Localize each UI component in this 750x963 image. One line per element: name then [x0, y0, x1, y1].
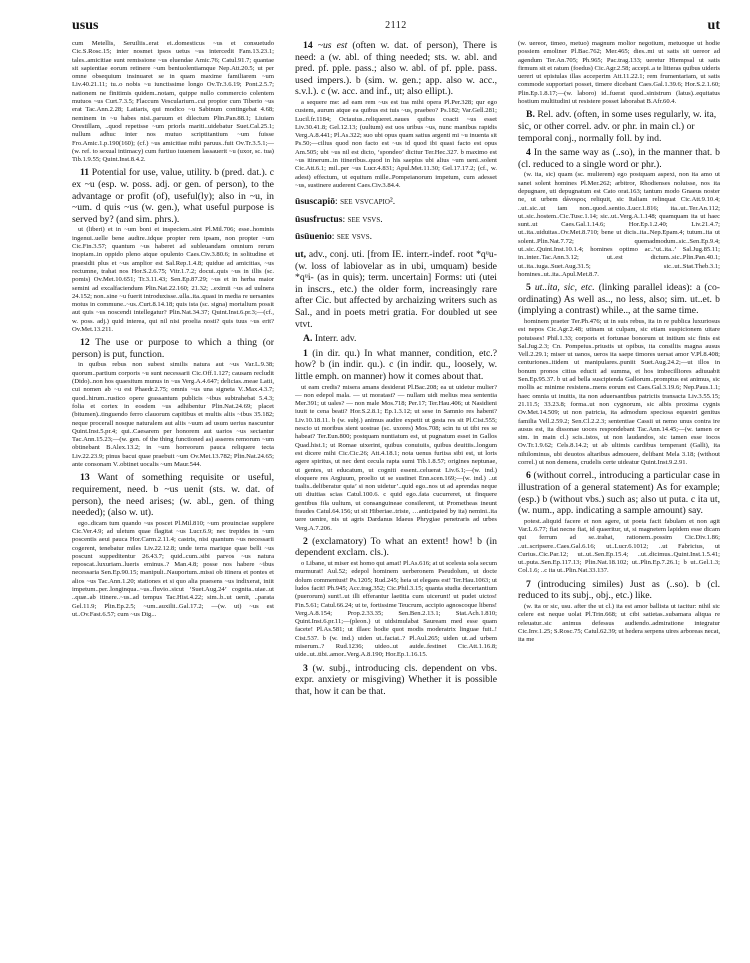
sense-number: 13 — [80, 472, 90, 484]
sense-number: 7 — [526, 578, 531, 590]
citation-block: (w. uereor, timeo, metuo) magnum molior negotium, metuoque ut hodie possiem emoliner Pl.Bac.762; Mer.465; dies..mi ut satis sit uereor ad agendum Ter.An.705; Ph.965; Pac.trag.133; ueretur Hiempsal ut satis firmum sit et ratum (foedus) Cic.Agr.2.58; accepi..a te litteras quibus uideris uereri ut epistulas illas acceperim Att.11.22.1; rem frumentariam, ut satis commode supportari posset, timere dicebant Caes.Gal.1.39.6; Hor.S.2.1.60; Plin.Ep.1.8.17;—(w. laboro) id..fuerat quod..sinistrum (latus)..equitatus hostium multitudini ut resistere posset laborabat B.Afr.60.4. — [518, 40, 720, 106]
cross-reference[interactable]: : see vsvcapio². — [335, 196, 396, 208]
sense-14 — [295, 40, 497, 98]
sense-definition: (without correl., introducing a particular case in illustration of a general statement) As for example; (esp.) b (without vbs.) such as; also ut puta. c ita ut, (w. num., app. indicating a sample amount) say. — [518, 470, 720, 517]
sense-number: 12 — [80, 337, 90, 349]
column-3 — [518, 40, 720, 955]
sense-number: 6 — [526, 470, 531, 482]
sense-7 — [518, 579, 720, 602]
running-head — [72, 18, 720, 34]
sense-3 — [295, 663, 497, 698]
sense-number: 11 — [80, 167, 90, 179]
headword: ūsuscapiō — [295, 196, 335, 208]
citation-block: cum Metellis, Seruiliis..erat ei..domesticus ~us et consuetudo Cic.S.Rosc.15; inter nosmet ipsos uetus ~us intercedit Fam.13.23.1; tales..amicitiae sunt remissione ~us eluendae Amic.76; Catul.91.7; quantae sit sapientiae eorum retinere ~um beniuolentiamque Nep.Att.20.5; ut per omne obsequium insinuaret se in quam maxime familiarem ~um Liv.40.21.11; tu..o nobis ~u iunctissime longo Ov.Tr.3.6.19; Pont.2.5.7; nationem ne finitimis quidem..notam, quippe nullo commercio colentem mutuos ~us Curt.7.3.5; Flaccum Vesculariurn..cui propior cum Tiberio ~us erat Tac.Ann.2.28; Latiaris, qui modico ~u Sabinum contingebat 4.68; neminem in ~u habes nisi..paruum et dilectum Plin.Pan.88.1; Liuiam Orestillam, ..quod repetisse ~um priorls mariti..uidebatur Suet.Cal.25.1; nullum adhuc inter nos mutuo scriptitantium ~um fuisse Fro.Amic.1.p.190(160); (cf.) ~us amicitiae mihi paruus..fuit Ov.Tr.3.5.1;—(w. ref. to sexual intimacy) cum furtiuo iuuenem lassauerit ~u (uxor, sc. tua) Tib.1.9.55; Quint.Inst.8.4.2. — [72, 40, 274, 164]
column-1 — [72, 40, 274, 955]
sense-definition: (in dir. qu.) In what manner, condition, etc.? how? b (in indir. qu.). c (in indir. qu., loosely, w. little emph. on manner) how it comes about that. — [295, 347, 497, 382]
citation-block: in quibus rebus non subest similis natura aut ~us Var.L.9.38; quorum..partium corporis ~u sunt necessarii Cic.Off.1.127; causam recludit (Dido)..non hos quaesitum munus in ~us Verg.A.4.647; delicias..meae Latii, cui nomen ab ~u est Phaedr.2.75; omnis ~us una signeta V..Max.4.3.7; quod..hirum..rustico opere grassantum publicis ~ibus subtrahebat 5.4.3; folia et cortex in eosdem ~us adhibentur Plin.Nat.24.69; placet (bitumen)..tinguendo ferro clauorum capitibus et multis aliis ~ibus 35.182; neque procerall nosque naturalem aut aliis ~uum ad usum uerius nascuntur Quint.Inst.5.pr.4; qui..Caesarem per honorem aut uarios ~us sectantur Tac.Ann.15.23;—(w. gen. of the thing functioned as) asseres remorum ~um obtinebant B.Alex.13.2; in ~um horreorum pauca reliquere tecta Liv.22.23.9; pinus bacui quae praebuit ~um Ov.Met.13.782; Plin.Nat.24.65; ante consonam V..obtinet uocalis ~um Maur.544. — [72, 361, 274, 469]
sense-6 — [518, 470, 720, 516]
section-label: B. — [526, 109, 535, 121]
page-columns — [72, 40, 720, 955]
entry-etymology: adv., conj. uti. [from IE. interr.-indef. root *qᵘu- (w. loss of labiovelar as in ubi, umquam) beside *qᵘi- (as in quis); term. uncertain] Forms: uti (utei in inscrs., etc.) the older form, increasingly rare after Cic. but affected by archaizing writers such as Sal., and in poets metri gratia. For doubled ut see vtvt. — [295, 249, 497, 330]
sense-definition: Potential for use, value, utility. b (pred. dat.). c ex ~u (esp. w. poss. adj. or gen. of person), to the advantage or profit (of), useful(ly); also in ~u, in ~um. d quis ~us (w. gen.), what useful purpose is served by? (and sim. phrs.). — [72, 167, 274, 225]
sense-2 — [295, 536, 497, 559]
cross-reference[interactable]: : see vsvs. — [331, 231, 372, 243]
sense-number: 14 — [303, 40, 313, 51]
sense-number: 5 — [526, 282, 531, 294]
sense-definition: (introducing similes) Just as (..so). b (cl. reduced to its subj., obj., etc.) like. — [518, 578, 720, 602]
sense-lead-phrase: ut..ita, sic, etc. — [534, 282, 595, 294]
sense-definition: (w. subj., introducing cls. dependent on vbs. expr. anxiety or misgiving) Whether it is possible that, how it can be that. — [295, 662, 497, 697]
section-title: Interr. adv. — [314, 333, 357, 345]
running-head-left: usus — [72, 18, 99, 33]
section-a — [295, 333, 497, 345]
sense-13 — [72, 472, 274, 518]
page-number: 2112 — [385, 20, 407, 31]
entry-ut — [295, 249, 497, 330]
sense-12 — [72, 337, 274, 360]
lemma-usuenio — [295, 231, 497, 243]
citation-block: hominem praeter Ter.Ph.476; ut in suis rebus, ita in re publica luxuriosus est nepos Cic.Agr.2.48; utinam ut culpam, sic etiam suspicionem uitare potuisses! Phil.1.33; corporis et fortunae bonorum ut initium sic finis est Sal.Jug.2.3; Cn. Pompeius..priustis ut opibus, ita consiliis magna ausus Vell.2.29.1; miser ut uanos, ueros ita saepe timores uersat amor V.Pl.8.408; centuriones..itidem ut manipulares..puniit Suet.Aug.24.2;—ut illos in bonum pronos citius educit ad summa, et hos imbecilliores adiuuabit Sen.Ep.95.37. b ut ad bella suscipienda Gallorum..promptus est animus, sic mollis ac minime resistens..mens eorum est Caes.Gal.3.19.6; Nep.Paus.1.1; haec omnia ut inuitis, ita non aduersantibus patriciis transacta Liv.3.55.15; 21.11.5; 33.23.8; forma..ut non cygnorum, sic albis proxima cygnis Ov.Met.14.509; ut non patricia, ita admodum speciosa equestri genitus familia Vell.2.59.2; Sen.Cl.2.2.3; sententiae Cassii ut nemo unus contra ire ausus est, ita dissonae uoces respondebant Tac.Ann.14.45;—(w. tamen or sim. in main cl.) scis..istos, ut non laudandos, sic tamen esse iocos Ov.Tr.1.9.62; Cels.8.14.2; ut ab ultimis cardibus temperant (Galli), ita nihilominus, ubi deuotos altaribus admouere, delibant Mela 3.18; (without correl.) ut non demens, crudelis certe uideatur Quint.Inst.9.2.91. — [518, 317, 720, 467]
sense-definition: (linking parallel ideas): a (co-ordinating) As well as.., no less, also; sim. ut..et. b (implying a contrast) while.., at the same time. — [518, 282, 720, 317]
citation-block: potest..aliquid facere et non agere, ut poeta facit fabulam et non agit Var.L.6.77; fiat necne fiat, id quaeritur, ut, si magnetem lapidem esse dicam qui ferrum ad se..trahat, rationem..possim Cic.Div.1.86; ..ut..scripsere..Caes.Gal.6.16; ut..Lucr.6.1012; ..ut Fabricius, ut Curius..Cic.Par.12; ut..ut..Sen.Ep.15.4; ..ut..dicimus..Quint.Inst.1.5.41; ut..puta..Sen.Ep.117.13; Plin.Nat.18.102; ut..Plin.Ep.7.26.1; b ut..Gel.1.3; Col.1.6; ..c ita ut..Plin.Nat.33.137. — [518, 517, 720, 575]
cross-reference[interactable]: : see vsvs. — [342, 213, 383, 225]
sense-number: 3 — [303, 662, 308, 674]
sense-1 — [295, 348, 497, 383]
sense-definition: Want of something requisite or useful, requirement, need. b ~us uenit (sts. w. dat. of person), the need arises; (w. abl., gen. of thing needed); (also w. ut). — [72, 472, 274, 519]
sense-definition: The use or purpose to which a thing (or person) is put, function. — [72, 337, 274, 360]
sense-number: 1 — [303, 347, 308, 359]
citation-block: (w. ita, sic) quam (sc. mulierem) ego postquam aspexi, non ita amo ut sanei solent homines Pl.Mer.262; arbitror, Rhodienses noluisse, nos ita depugnare, uti depugnatum est Cato orat.163; tantum modo Gnaeus noster ne, ut urbem dáνοιρος reliquit, sic Italiam relinquat Cic.Att.9.10.4; ..ut..sic..ut iam non..quod..sentio..Lucr.1.816; ita..ut..Ter.An.112; ut..sic..hostem..Cic.Tusc.1.14; sic..ut..Verg.A.1.148; quamquam ita ut haec sunt..ut Caes.Gal.1.14.6; Hor.Ep.1.2.40; Liv.21.4.7; ut..ita..uiduitas..Ov.Met.8.710; bene ut dicis..ita..Nep.Epam.4; tutum..ita ut solent..Plin.Nat.7.72; quemadmodum..sic..Sen.Ep.9.4; ut..sic..Quint.Inst.10.1.4; homines optimo ac..‘ut..ita..’ Sal.Jug.85.11; in..inter..Tac.Ann.3.12; ut..est dictum..sic..Plin.Pan.40.1; ut..ita..iuga..Suet.Aug.31.5; sic..ut..Stat.Theb.3.1; homines..ut..ita..Apul.Met.8.7. — [518, 171, 720, 278]
running-head-right: ut — [707, 18, 720, 33]
section-title: Rel. adv. (often, in some uses regularly, w. ita, sic, or other correl. adv. or phr. in main cl.) or temporal conj., normally foll. by ind. — [518, 109, 717, 144]
citation-block: (w. ita or sic, usu. after the ut cl.) ita est amor ballista ut iacitur: nihil sic celere est neque uolat Pl.Trin.668; ut cibi satietas..subamara aliqua re releuatur..sic animus defessus audiendo..admiratione integratur Cic.Inv.1.25; S.Rosc.75; Catul.62.39; ut hedera serpens uires arboreas necat, ita me — [518, 602, 720, 644]
lemma-ususfructus — [295, 214, 497, 226]
sense-number: 4 — [526, 147, 531, 159]
sense-definition: In the same way as (..so), in the manner that. b (cl. reduced to a single word or phr.). — [518, 147, 720, 170]
citation-block: ut (liberi) et in ~um boni et inspeciem..sint Pl.Mil.706; esse..hominis ingenui..uelle bene audire..idque propter rem ipsam, non propter ~um Cic.Fin.3.57; quantum ~us haberet ad subleuandam omnium rerum inopiam..in oppido pleno atque opulento Caes.Civ.3.80.6; in solitudine et praesidii plus et ~us amplior est Sal.Rep.1.4.8; quidue ad amicitias, ~us rectumne, trahat nos Hor.S.2.6.75; Vitr.1.7.2; docui..quis ~us in illis (sc. pomis) Ov.Met.10.651; Tr.3.11.43; Sen.Ep.87.29; ~us et in herba maior semini ad excalfaciendum Plin.Nat.22.160; 21.32; ..eximii ~us ad uulnera 24.152; non..sine ~u fuerit introduxisse..ulla..ita..quasi in media re uersantes motus in commune..~us..Curt.8.14.18; quis ista (sc. signa) mortalium possit aut quis ~us noscendi intellegatur? Plin.Nat.34.37; Quint.Inst.6.pr.3;—(cf., w. poss. adj.) quid interea, qui nil nisi proelia nosti? quis tuus ~us erit? Ov.Met.13.211. — [72, 226, 274, 333]
citation-block: a sequere me: ad eam rem ~us est tua mihi opera Pl.Per.328; qur ego custem, aurum atque ea quibus est tuis ~us, praebeo? Ps.182; Var.Gell.281; Lucil.fr.1184; Octauius..reliqueret..naues quibus coacti ~us esset Liv.30.41.8; Gel.12.13; (uultum) est uos uribus ~us, nunc manibus rapidis Verg.A.8.441; Pl.As.322; suo ubi opus quam satius argenti mi ~u inuenta sit Ps.50;—cilius quod non facto est ~us id quod ibi quasi facto est opus Am.505; ubi ~us nil est dicto, ‘spondeo’ dicitur Ter.Hec.327. b maximo est ~us itinerum..in itineribus..quod in his saepius ubi alius ~um ueni..solent Cic.Att.6.1; mil..per ~us Lucr.4.831; Apul.Met.11.30; Gel.17.17.2; (cf., w. adest) effectum, ut equitum mille..Pompeianorum impetum, cum adesset ~us, sustinere auderent Caes.Civ.3.84.4. — [295, 98, 497, 189]
citation-block: o Libane, ut miser est homo qui amat! Pl.As.616; at ut scelesta sola secum murmurat! Aul.52; edepol hominem uerberonem Pseudolum, ut docte dolum commentust! Ps.1205; Rud.245; heia ut elegans est! Ter.Hau.1063; ut ludos facit! Ph.945; Acc.trag.352; Cic.Phil.3.15; quanta studia decertantium (puerorum) sunt!..ut illi efferantur laetitia cum uicerunt! ut pudet uictos! Fin.5.61; Catul.66.24; ut te, fortissime Teucrum, accipio agnoscoque libens! Verg.A.8.154; Prop.2.33.35; Sen.Ben.2.13.1; Stat.Ach.1.810; Quint.Inst.6.pr.11;—(pleon.) ut uidsimulabat Sauream med esse quam facete! Pl.As.581; ut illaec hodie quot modis moderatrix linguae fuit..! Cist.537. b (w. ind.) uiden ut..faciat..? Pl.Aul.265; uiden ut..ad urbem miserum..? Rud.1236; uideo..ut auide..festinet Cic.Att.1.16.8; uide..ut..tibi..amor..Verg.A.8.190; Hor.Ep.1.16.15. — [295, 560, 497, 659]
lemma-usucapio — [295, 196, 497, 208]
sense-4 — [518, 147, 720, 170]
sense-number: 2 — [303, 535, 308, 547]
section-label: A. — [303, 333, 313, 345]
sense-11 — [72, 167, 274, 225]
sense-5 — [518, 282, 720, 317]
sense-definition: (exclamatory) To what an extent! how! b (in dependent exclam. cls.). — [295, 535, 497, 559]
sense-lead-phrase: ~us est — [317, 40, 348, 51]
citation-block: ut eam credis? misera amans desiderat Pl.Bac.208; ea ut uidetur mulier? — non edepol mala. — ut moratast? — nullam uidi melius mea sententia Mer.391; ut uales? — non male Mos.718; Per.17; Ter.Hau.406; ut Nasidieni iuuit te cena beati? Hor.S.2.8.1; Ep.1.3.12; ut sese in Samnio res habent? Liv.10.18.11. b (w. subj.) animus audire expetit ut gesta res sit Pl.Cist.555; nescio ut moribus sient uostrae (sc. uxores) Mos.708; scin tu ut tibi res se habeat? Ter.Eun.800; postquam nuntiatum est, ut pugnatum esset in Gallos Quad.hist.1; ut Romae uixerint, quibus conuiuiis, quibus deuitiis..longum est dicere mihi Cic.Cic.26; Att.4.18.1; nota uenus furiisa sibi est, ut loris agere spiritus, ut nec dent cecula rapta sumi Tib.1.8.57; origines neptunae, ut gentes, ut educatum, ut cogniti essent..celuerat Liv.6.1;—(w. ind.) eloquere res Argiuum, proelio ut se sustinet Enn.scen.169;—(w. ind.) ..ut tualis..deliberatur quia’ si non uidetur’..quid ego..nos ut ad aprendas neque uti diuitias scias Catul.100.6. c quid ego..fata cucurreret, ut finquere gentibus fila uultum, ut consanguineae consilerent, ut Prometheas ineunt fraudes Catul.64.156; ut sit Hiberiae..triste, …anticipated by ita) nemini..ita uere uenire, nis ut agris Dardanus Idaeus Phrygiae penetraris ad urbes Verg.A.7.206. — [295, 383, 497, 532]
headword: ut, — [295, 249, 307, 261]
section-b — [518, 109, 720, 144]
column-2 — [295, 40, 497, 955]
headword: ūsūuenio — [295, 231, 332, 243]
citation-block: ego..dicam tum quando ~us poscet Pl.Mil.810; ~um prouinciae supplere Cic.Ver.4.9; ad uletum quae flagitat ~us Lucr.6.9; nec trepides in ~um poscentis aeui pauca Hor.Carm.2.11.4; castris, nisi quantum ~us necessarii cogerent, tenebatur miles Liv.22.12.8; unde terra marique quae belli ~us poscunt suppeditentur 26.43.7; quid..cum..sibi parvos ~us natura reposcat..luxuriam..lueris eminus..? Man.4.8; posse nos habere ~ibus necessaria Sen.Ep.90.15; manipuli..Nauportum..missi ob itinera et pontes et alios ~us Tac.Ann.1.20; stationes et si quo alia praesens ~us indixerat, iniit impetum..per..longinqua..~us..fluvio..sicut ‘Suet.Aug.24’ cognita..uiae..ut ..quæ..ab itinere..~us..ad tempus Tac.Hist.4.22; sim..b..ut uenit, ..parata Gel.11.9; Plin.Ep.2.5; ~um..auxilii..Gal.17.2; —(w. ut) ~us est ut..Ov.Fast.6.57; cum ~us Dig... — [72, 519, 274, 618]
sense-definition: (often w. dat. of person), There is need: a (w. abl. of thing needed; sts. w. abl. and pred. pf. pple. pass.; also w. abl. of pf. pple. pass. used impers.). b (sim. w. gen.; app. also w. acc., s.v.l.). c (w. acc. and inf., ut; also ellipt.). — [295, 40, 497, 98]
headword: ūsusfructus — [295, 213, 343, 225]
